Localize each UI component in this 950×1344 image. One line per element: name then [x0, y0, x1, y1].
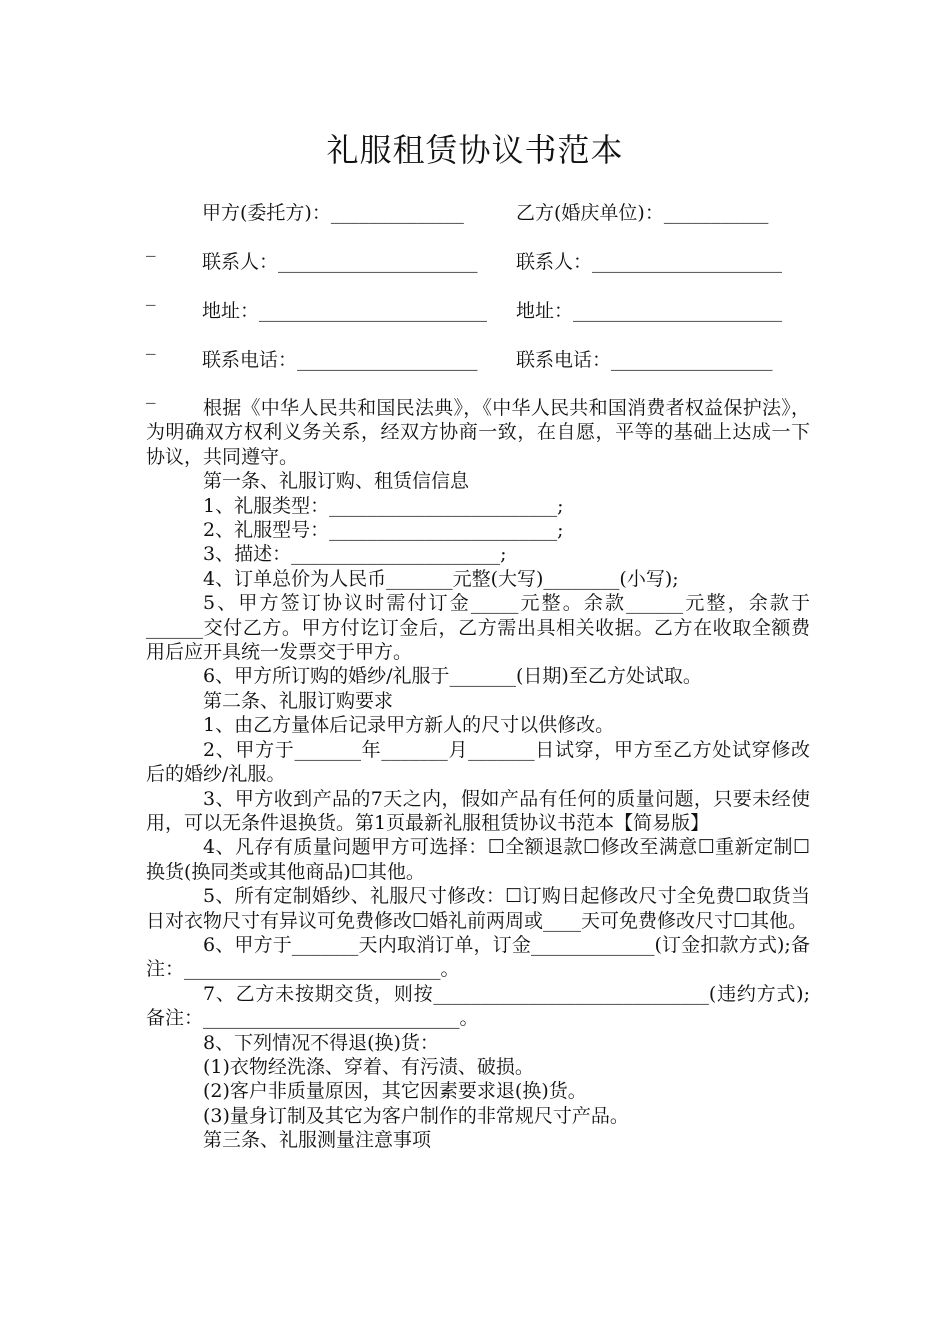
article-2-heading: 第二条、礼服订购要求 — [203, 689, 394, 712]
party-b-phone-field: 联系电话：_________________ — [516, 349, 773, 371]
clause-text: 7、乙方未按期交货，则按_____________________________(违约方式);备注：___________________________。 — [146, 982, 810, 1030]
preamble-paragraph: 根据《中华人民共和国民法典》，《中华人民共和国消费者权益保护法》，为明确双方权利义务关系，经双方协商一致，在自愿，平等的基础上达成一下协议，共同遵守。 — [146, 397, 810, 468]
sub-clause-text: (3)量身订制及其它为客户制作的非常规尺寸产品。 — [203, 1104, 629, 1127]
document-title: 礼服租赁协议书范本 — [326, 131, 624, 169]
party-b-contact-field: 联系人：____________________ — [516, 251, 783, 273]
clause-text: 1、由乙方量体后记录甲方新人的尺寸以供修改。 — [203, 714, 615, 737]
clause-text: 4、凡存有质量问题甲方可选择：☐全额退款☐修改至满意☐重新定制☐换货(换同类或其他商品)☐其他。 — [146, 836, 810, 883]
party-a-contact-field: 联系人：_____________________ — [202, 251, 478, 273]
clause-text: 8、下列情况不得退(换)货： — [203, 1031, 439, 1054]
sub-clause-text: (2)客户非质量原因，其它因素要求退(换)货。 — [203, 1080, 587, 1103]
party-a-name-field: 甲方(委托方)：______________ — [202, 202, 464, 224]
party-b-address-field: 地址：______________________ — [516, 300, 783, 322]
party-b-name-field: 乙方(婚庆单位)：___________ — [516, 202, 769, 224]
clause-text: 6、甲方于_______天内取消订单，订金_____________(订金扣款方式);备注：___________________________。 — [146, 933, 810, 981]
line-continuation: _ — [146, 382, 156, 404]
party-a-phone-field: 联系电话：___________________ — [202, 349, 478, 371]
party-a-address-field: 地址：________________________ — [202, 300, 488, 322]
clause-text: 2、甲方于_______年_______月_______日试穿，甲方至乙方处试穿修改后的婚纱/礼服。 — [146, 738, 810, 786]
clause-text: 3、描述：______________________; — [203, 543, 507, 566]
line-continuation: _ — [146, 235, 156, 257]
clause-text: 5、所有定制婚纱、礼服尺寸修改：☐订购日起修改尺寸全免费☐取货当日对衣物尺寸有异议可免费修改☐婚礼前两周或____天可免费修改尺寸☐其他。 — [146, 885, 810, 932]
clause-text: 6、甲方所订购的婚纱/礼服于_______(日期)至乙方处试取。 — [203, 665, 702, 688]
clause-text: 1、礼服类型：________________________; — [203, 494, 564, 517]
agreement-body — [146, 396, 810, 1153]
line-continuation: _ — [146, 333, 156, 355]
line-continuation: _ — [146, 284, 156, 306]
article-1-heading: 第一条、礼服订购、租赁信信息 — [203, 470, 470, 493]
clause-text: 3、甲方收到产品的7天之内，假如产品有任何的质量问题，只要未经使用，可以无条件退换货。第1页最新礼服租赁协议书范本【简易版】 — [146, 787, 810, 834]
clause-text: 5、甲方签订协议时需付订金_____元整。余款______元整，余款于______交付乙方。甲方付讫订金后，乙方需出具相关收据。乙方在收取全额费用后应开具统一发票交于甲方。 — [146, 592, 810, 664]
sub-clause-text: (1)衣物经洗涤、穿着、有污渍、破损。 — [203, 1055, 534, 1078]
clause-text: 2、礼服型号：________________________; — [203, 519, 564, 542]
article-3-heading: 第三条、礼服测量注意事项 — [203, 1129, 432, 1152]
clause-text: 4、订单总价为人民币_______元整(大写)________(小写); — [203, 567, 679, 590]
